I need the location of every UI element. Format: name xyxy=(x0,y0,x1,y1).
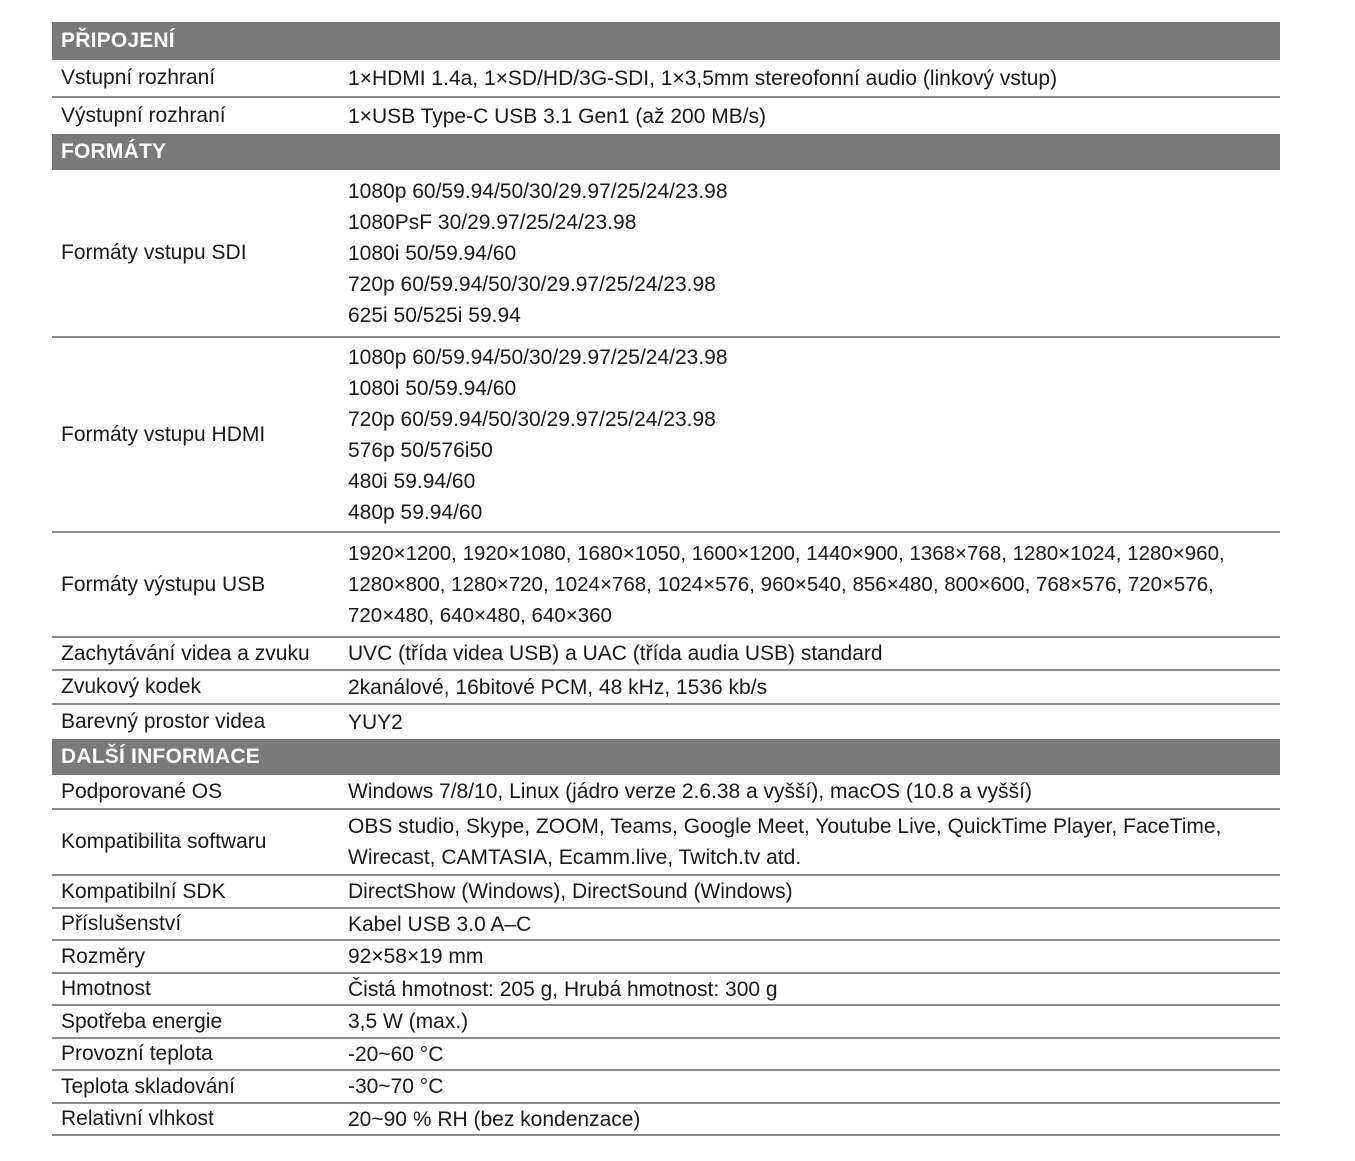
spec-value-line: 1080i 50/59.94/60 xyxy=(348,241,517,265)
spec-row xyxy=(52,909,1280,941)
spec-row xyxy=(52,941,1280,974)
spec-label: Hmotnost xyxy=(61,977,151,1000)
spec-value-line: Čistá hmotnost: 205 g, Hrubá hmotnost: 300 g xyxy=(348,977,778,1001)
spec-value xyxy=(348,672,1280,703)
spec-row xyxy=(52,533,1280,638)
spec-value-line: 2kanálové, 16bitové PCM, 48 kHz, 1536 kb/s xyxy=(348,675,768,699)
spec-label: Kompatibilita softwaru xyxy=(61,830,267,853)
spec-value-line: 1080i 50/59.94/60 xyxy=(348,376,517,400)
spec-value xyxy=(348,776,1280,807)
spec-label: Provozní teplota xyxy=(61,1042,213,1065)
spec-value xyxy=(348,909,1280,940)
spec-label: Formáty vstupu SDI xyxy=(61,241,247,264)
spec-row xyxy=(52,671,1280,705)
spec-row xyxy=(52,705,1280,739)
spec-value-line: -30~70 °C xyxy=(348,1075,444,1098)
spec-value-line: Kabel USB 3.0 A–C xyxy=(348,912,532,936)
spec-value-line: 1280×800, 1280×720, 1024×768, 1024×576, 960×540, 856×480, 800×600, 768×576, 720×576, xyxy=(348,573,1214,596)
spec-row xyxy=(52,60,1280,98)
spec-label: Spotřeba energie xyxy=(61,1009,223,1033)
spec-value-line: -20~60 °C xyxy=(348,1042,444,1066)
spec-value-line: 576p 50/576i50 xyxy=(348,438,493,462)
spec-value xyxy=(348,638,1280,669)
spec-value-line: 1×HDMI 1.4a, 1×SD/HD/3G-SDI, 1×3,5mm stereofonní audio (linkový vstup) xyxy=(348,66,1058,90)
spec-label: Příslušenství xyxy=(61,912,182,935)
spec-row xyxy=(52,974,1280,1006)
spec-value-line: 720×480, 640×480, 640×360 xyxy=(348,604,612,627)
spec-label: Vstupní rozhraní xyxy=(61,66,216,89)
section-header-pripojeni: PŘIPOJENÍ xyxy=(52,22,1280,60)
spec-value-line: YUY2 xyxy=(348,710,403,734)
spec-label: Zvukový kodek xyxy=(61,675,202,698)
spec-row xyxy=(52,775,1280,810)
spec-value xyxy=(348,876,1280,907)
section-header-formaty: FORMÁTY xyxy=(52,134,1280,170)
spec-value-line: 720p 60/59.94/50/30/29.97/25/24/23.98 xyxy=(348,407,716,431)
spec-value-line: UVC (třída videa USB) a UAC (třída audia USB) standard xyxy=(348,642,883,665)
spec-value xyxy=(348,811,1280,873)
spec-row xyxy=(52,1039,1280,1071)
spec-row xyxy=(52,876,1280,909)
spec-label: Formáty výstupu USB xyxy=(61,572,266,596)
spec-label: Rozměry xyxy=(61,944,146,968)
spec-value-line: Windows 7/8/10, Linux (jádro verze 2.6.38 a vyšší), macOS (10.8 a vyšší) xyxy=(348,780,1032,803)
spec-table xyxy=(52,22,1280,1136)
spec-value-line: 20~90 % RH (bez kondenzace) xyxy=(348,1107,641,1131)
spec-value-line: 625i 50/525i 59.94 xyxy=(348,303,521,327)
spec-value xyxy=(348,974,1280,1005)
spec-label: Zachytávání videa a zvuku xyxy=(61,641,310,665)
spec-value-line: 92×58×19 mm xyxy=(348,945,484,968)
spec-label: Barevný prostor videa xyxy=(61,710,266,733)
spec-row xyxy=(52,810,1280,876)
spec-row xyxy=(52,1006,1280,1039)
spec-value-line: 480i 59.94/60 xyxy=(348,469,476,493)
spec-value-line: 1080p 60/59.94/50/30/29.97/25/24/23.98 xyxy=(348,179,728,203)
spec-value xyxy=(348,342,1280,528)
spec-label: Formáty vstupu HDMI xyxy=(61,422,266,446)
spec-value xyxy=(348,63,1280,94)
spec-label: Kompatibilní SDK xyxy=(61,879,226,903)
spec-value-line: 480p 59.94/60 xyxy=(348,500,483,524)
spec-value xyxy=(348,941,1280,972)
spec-value-line: 720p 60/59.94/50/30/29.97/25/24/23.98 xyxy=(348,272,716,296)
spec-value xyxy=(348,1104,1280,1135)
spec-value xyxy=(348,538,1280,631)
spec-row xyxy=(52,170,1280,338)
spec-value xyxy=(348,1039,1280,1070)
spec-label: Teplota skladování xyxy=(61,1074,235,1098)
spec-value-line: 1×USB Type-C USB 3.1 Gen1 (až 200 MB/s) xyxy=(348,104,767,128)
spec-value xyxy=(348,101,1280,132)
spec-value-line: 1080p 60/59.94/50/30/29.97/25/24/23.98 xyxy=(348,345,728,369)
spec-value-line: 3,5 W (max.) xyxy=(348,1010,469,1033)
spec-value-line: OBS studio, Skype, ZOOM, Teams, Google Meet, Youtube Live, QuickTime Player, FaceTime, xyxy=(348,815,1222,838)
spec-row xyxy=(52,638,1280,671)
spec-value-line: DirectShow (Windows), DirectSound (Windows) xyxy=(348,880,793,903)
spec-row xyxy=(52,338,1280,533)
spec-value xyxy=(348,1006,1280,1037)
spec-value xyxy=(348,176,1280,331)
spec-value-line: 1080PsF 30/29.97/25/24/23.98 xyxy=(348,210,637,234)
spec-row xyxy=(52,1104,1280,1136)
spec-row xyxy=(52,1071,1280,1104)
spec-label: Podporované OS xyxy=(61,779,223,803)
spec-value xyxy=(348,707,1280,738)
spec-label: Výstupní rozhraní xyxy=(61,104,226,127)
spec-value-line: 1920×1200, 1920×1080, 1680×1050, 1600×1200, 1440×900, 1368×768, 1280×1024, 1280×960, xyxy=(348,542,1225,565)
spec-row xyxy=(52,98,1280,134)
spec-value xyxy=(348,1071,1280,1102)
spec-value-line: Wirecast, CAMTASIA, Ecamm.live, Twitch.tv atd. xyxy=(348,846,802,869)
section-header-dalsi-informace: DALŠÍ INFORMACE xyxy=(52,739,1280,775)
spec-label: Relativní vlhkost xyxy=(61,1107,214,1130)
